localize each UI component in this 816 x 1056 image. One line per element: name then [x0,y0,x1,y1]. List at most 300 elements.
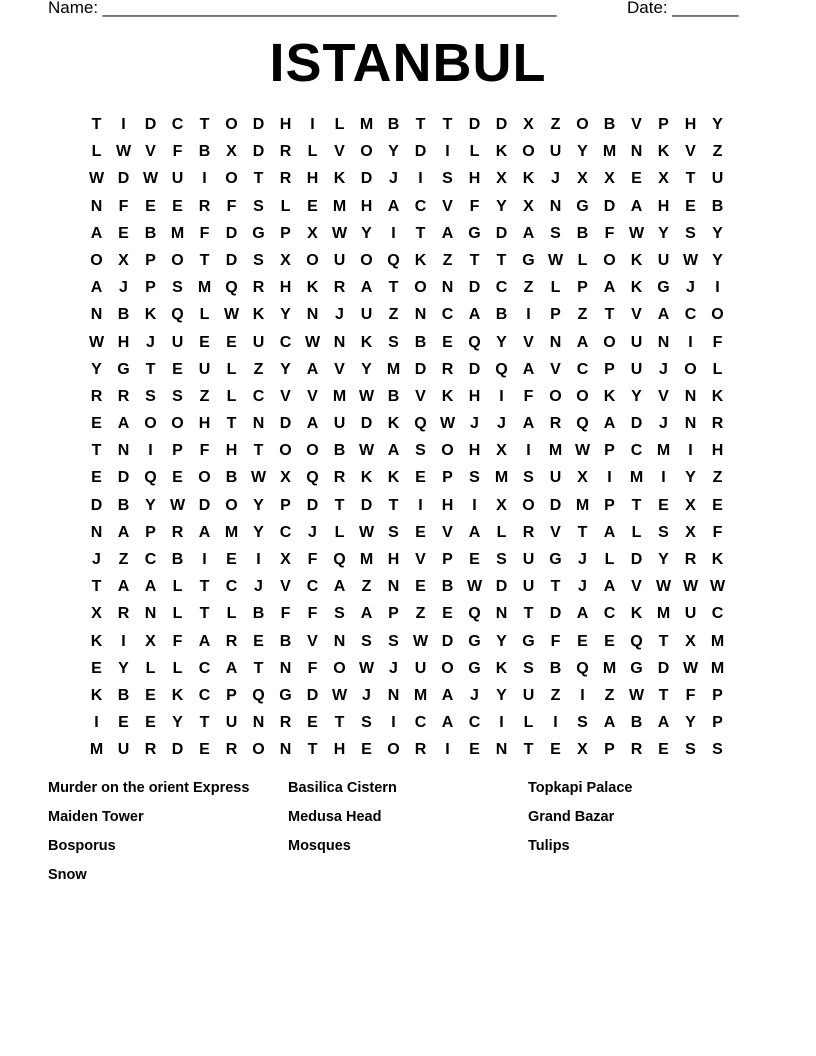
grid-letter: K [252,306,265,324]
grid-letter: D [117,469,130,487]
grid-letter: A [90,224,103,242]
grid-letter: W [358,523,375,541]
grid-letter: D [171,741,184,759]
grid-letter: I [148,442,153,460]
grid-letter: Y [712,116,723,133]
grid-letter: C [468,714,481,732]
grid-letter: R [279,143,292,161]
grid-letter: S [658,523,669,541]
grid-letter: L [226,605,237,623]
grid-letter: F [307,659,318,677]
grid-letter: B [711,197,724,215]
word-list-item: Grand Bazar [528,809,615,825]
grid-letter: B [144,224,157,242]
grid-letter: X [604,170,615,188]
grid-letter: D [360,170,373,188]
grid-letter: E [415,469,426,487]
grid-letter: U [522,578,535,596]
grid-letter: L [496,523,507,541]
grid-letter: P [226,686,237,704]
grid-letter: N [441,279,454,297]
grid-letter: U [171,170,184,188]
grid-letter: U [522,551,535,568]
grid-letter: J [308,523,317,541]
grid-letter: X [91,605,102,623]
grid-letter: D [549,605,562,623]
grid-letter: Q [333,551,346,568]
grid-letter: C [576,360,589,378]
grid-letter: W [223,306,240,324]
grid-letter: B [495,306,508,324]
grid-letter: D [549,496,562,514]
grid-letter: K [711,387,724,405]
grid-letter: D [468,360,481,378]
grid-letter: B [198,143,211,161]
grid-letter: A [387,442,400,460]
word-list-item: Maiden Tower [48,809,144,825]
grid-letter: P [658,116,669,133]
grid-letter: Y [496,686,507,704]
word-list-item: Murder on the orient Express [48,780,250,796]
grid-letter: I [445,143,450,161]
word-list-item: Mosques [288,838,351,854]
grid-letter: Q [306,469,319,487]
grid-letter: I [688,442,693,460]
grid-letter: W [304,333,321,351]
grid-letter: B [225,469,238,487]
grid-letter: A [360,279,373,297]
grid-letter: E [253,632,264,650]
grid-letter: U [198,360,211,378]
grid-letter: N [684,387,697,405]
grid-letter: K [495,659,508,677]
grid-letter: N [90,306,103,324]
grid-letter: T [145,360,156,378]
grid-letter: N [549,333,562,351]
grid-letter: K [630,251,643,269]
grid-letter: P [712,714,723,732]
grid-letter: T [91,442,102,460]
grid-letter: T [91,116,102,133]
grid-letter: S [388,523,399,541]
grid-letter: O [522,496,535,514]
grid-letter: E [91,469,102,487]
grid-letter: M [224,523,239,541]
grid-letter: O [198,469,211,487]
grid-letter: G [468,659,481,677]
grid-letter: C [711,605,724,623]
grid-letter: F [172,143,183,161]
grid-letter: V [631,306,642,324]
grid-letter: L [604,551,615,568]
grid-letter: D [306,686,319,704]
grid-letter: Y [361,224,372,242]
grid-letter: R [522,523,535,541]
grid-letter: S [253,197,264,215]
grid-letter: S [577,714,588,732]
grid-letter: N [333,333,346,351]
grid-letter: R [684,551,697,568]
grid-letter: V [685,143,696,161]
grid-letter: Y [280,306,291,324]
grid-letter: L [307,143,318,161]
grid-letter: N [495,741,508,759]
grid-letter: J [92,551,101,568]
grid-letter: A [333,578,346,596]
grid-letter: W [88,170,105,188]
grid-letter: E [469,551,480,568]
grid-letter: J [551,170,560,188]
grid-letter: U [711,170,724,188]
grid-letter: I [499,387,504,405]
grid-letter: R [333,279,346,297]
grid-letter: H [333,741,346,759]
grid-letter: M [656,605,671,623]
grid-letter: K [90,686,103,704]
grid-letter: M [386,360,401,378]
grid-letter: X [523,197,534,215]
grid-letter: R [171,523,184,541]
grid-letter: P [145,523,156,541]
grid-letter: G [252,224,265,242]
grid-letter: I [553,714,558,732]
grid-letter: O [333,659,346,677]
grid-letter: M [710,659,725,677]
grid-letter: I [472,496,477,514]
grid-letter: B [333,442,346,460]
grid-letter: O [171,251,184,269]
grid-letter: C [279,523,292,541]
grid-letter: B [117,496,130,514]
grid-letter: Y [280,360,291,378]
grid-letter: Z [199,387,210,405]
grid-letter: P [604,442,615,460]
grid-letter: H [684,116,697,133]
grid-letter: S [550,224,561,242]
grid-letter: D [495,224,508,242]
grid-letter: S [442,170,453,188]
grid-letter: N [630,143,643,161]
grid-letter: D [252,116,265,133]
grid-letter: F [550,632,561,650]
grid-letter: W [547,251,564,269]
grid-letter: K [414,251,427,269]
grid-letter: M [710,632,725,650]
grid-letter: A [441,714,454,732]
grid-letter: G [657,279,670,297]
grid-letter: D [225,224,238,242]
grid-letter: R [225,741,238,759]
grid-letter: W [574,442,591,460]
grid-letter: C [441,306,454,324]
grid-letter: S [685,224,696,242]
grid-letter: Z [550,686,561,704]
grid-letter: D [360,415,373,433]
grid-letter: E [577,632,588,650]
grid-letter: E [199,741,210,759]
grid-letter: Y [253,496,264,514]
grid-letter: E [172,360,183,378]
grid-letter: A [306,360,319,378]
grid-letter: D [630,551,643,568]
grid-letter: X [658,170,669,188]
grid-letter: J [659,360,668,378]
grid-letter: P [604,496,615,514]
grid-letter: X [496,496,507,514]
grid-letter: W [331,224,348,242]
grid-letter: T [469,251,480,269]
grid-letter: A [576,333,589,351]
grid-letter: F [307,605,318,623]
word-list-item: Topkapi Palace [528,780,633,796]
grid-letter: Y [685,469,696,487]
grid-letter: F [307,551,318,568]
grid-letter: V [523,333,534,351]
grid-letter: M [332,197,347,215]
grid-letter: X [145,632,156,650]
grid-letter: D [252,143,265,161]
grid-letter: H [468,387,481,405]
grid-letter: R [198,197,211,215]
grid-letter: O [225,496,238,514]
grid-letter: E [172,197,183,215]
grid-letter: S [523,659,534,677]
grid-letter: F [523,387,534,405]
grid-letter: D [495,116,508,133]
grid-letter: T [199,578,210,596]
grid-letter: A [117,415,130,433]
grid-letter: E [199,333,210,351]
grid-letter: N [684,415,697,433]
grid-letter: N [333,632,346,650]
grid-letter: Q [576,415,589,433]
grid-letter: V [280,578,291,596]
grid-letter: T [199,714,210,732]
grid-letter: S [685,741,696,759]
grid-letter: T [415,116,426,133]
grid-letter: F [604,224,615,242]
grid-letter: N [657,333,670,351]
grid-letter: B [549,659,562,677]
grid-letter: N [495,605,508,623]
grid-letter: Y [172,714,183,732]
grid-letter: V [415,387,426,405]
grid-letter: S [469,469,480,487]
grid-letter: U [414,659,427,677]
grid-letter: F [226,197,237,215]
grid-letter: M [548,442,563,460]
grid-letter: E [604,632,615,650]
grid-letter: E [361,741,372,759]
letter-grid [83,111,731,764]
grid-letter: U [333,251,346,269]
grid-letter: F [712,333,723,351]
grid-letter: I [202,170,207,188]
grid-letter: A [522,415,535,433]
grid-letter: T [199,116,210,133]
grid-letter: N [117,442,130,460]
grid-letter: M [197,279,212,297]
grid-letter: Y [496,632,507,650]
grid-letter: P [145,251,156,269]
grid-letter: K [387,415,400,433]
grid-letter: P [442,551,453,568]
grid-letter: V [307,632,318,650]
grid-letter: H [117,333,130,351]
grid-letter: T [604,306,615,324]
grid-letter: C [252,387,265,405]
grid-letter: B [279,632,292,650]
grid-letter: O [576,116,589,133]
grid-letter: C [144,551,157,568]
grid-letter: W [358,659,375,677]
grid-letter: A [387,197,400,215]
grid-letter: I [256,551,261,568]
grid-letter: R [333,469,346,487]
grid-letter: W [628,224,645,242]
grid-letter: N [279,659,292,677]
grid-letter: O [603,333,616,351]
grid-letter: B [414,333,427,351]
grid-letter: S [253,251,264,269]
grid-letter: A [198,523,211,541]
grid-letter: L [172,659,183,677]
grid-letter: Z [253,360,264,378]
grid-letter: O [225,170,238,188]
grid-letter: Y [496,197,507,215]
grid-letter: A [630,197,643,215]
grid-letter: F [469,197,480,215]
grid-letter: T [631,496,642,514]
grid-letter: F [118,197,129,215]
grid-letter: B [387,116,400,133]
word-list-item: Medusa Head [288,809,382,825]
grid-letter: R [414,741,427,759]
grid-letter: T [226,415,237,433]
grid-letter: B [171,551,184,568]
grid-letter: H [225,442,238,460]
grid-letter: T [253,442,264,460]
grid-letter: O [522,143,535,161]
grid-letter: U [225,714,238,732]
grid-letter: A [144,578,157,596]
grid-letter: K [360,469,373,487]
grid-letter: O [306,251,319,269]
grid-letter: Y [658,551,669,568]
grid-letter: R [630,741,643,759]
grid-letter: P [280,224,291,242]
grid-letter: A [117,578,130,596]
grid-letter: C [414,197,427,215]
grid-letter: W [169,496,186,514]
grid-letter: U [630,333,643,351]
grid-letter: H [468,170,481,188]
grid-letter: I [499,714,504,732]
grid-letter: U [549,469,562,487]
grid-letter: S [415,442,426,460]
grid-letter: E [226,333,237,351]
grid-letter: P [172,442,183,460]
grid-letter: N [387,686,400,704]
grid-letter: M [494,469,509,487]
grid-letter: E [415,523,426,541]
grid-letter: S [388,333,399,351]
grid-letter: X [577,170,588,188]
grid-letter: I [526,306,531,324]
grid-letter: M [170,224,185,242]
grid-letter: A [576,605,589,623]
grid-letter: L [469,143,480,161]
grid-letter: B [576,224,589,242]
grid-letter: L [631,523,642,541]
grid-letter: X [280,251,291,269]
grid-letter: U [684,605,697,623]
grid-letter: T [199,605,210,623]
grid-letter: V [415,551,426,568]
grid-letter: P [577,279,588,297]
grid-letter: M [359,551,374,568]
grid-letter: A [117,523,130,541]
grid-letter: J [578,551,587,568]
grid-letter: T [334,714,345,732]
grid-letter: S [361,632,372,650]
grid-letter: D [630,415,643,433]
grid-letter: R [279,170,292,188]
grid-letter: I [445,741,450,759]
grid-letter: Z [523,279,534,297]
grid-letter: X [496,170,507,188]
grid-letter: D [495,578,508,596]
grid-letter: E [550,741,561,759]
grid-letter: L [91,143,102,161]
grid-letter: E [685,197,696,215]
grid-letter: I [202,551,207,568]
grid-letter: K [360,333,373,351]
grid-letter: I [526,442,531,460]
grid-letter: V [280,387,291,405]
grid-letter: W [331,686,348,704]
grid-letter: T [199,251,210,269]
grid-letter: J [254,578,263,596]
grid-letter: S [145,387,156,405]
grid-letter: O [576,387,589,405]
grid-letter: T [253,659,264,677]
grid-letter: O [549,387,562,405]
grid-letter: C [630,442,643,460]
grid-letter: J [470,686,479,704]
grid-letter: W [115,143,132,161]
grid-letter: W [88,333,105,351]
grid-letter: J [389,170,398,188]
grid-letter: M [656,442,671,460]
grid-letter: Z [388,306,399,324]
grid-letter: S [712,741,723,759]
grid-letter: U [630,360,643,378]
grid-letter: D [657,659,670,677]
grid-letter: Y [91,360,102,378]
grid-letter: H [441,496,454,514]
grid-letter: G [522,251,535,269]
grid-letter: A [90,279,103,297]
grid-letter: S [496,551,507,568]
grid-letter: B [441,578,454,596]
grid-letter: W [250,469,267,487]
grid-letter: K [522,170,535,188]
grid-letter: C [198,659,211,677]
grid-letter: A [522,224,535,242]
grid-letter: E [442,333,453,351]
grid-letter: I [607,469,612,487]
